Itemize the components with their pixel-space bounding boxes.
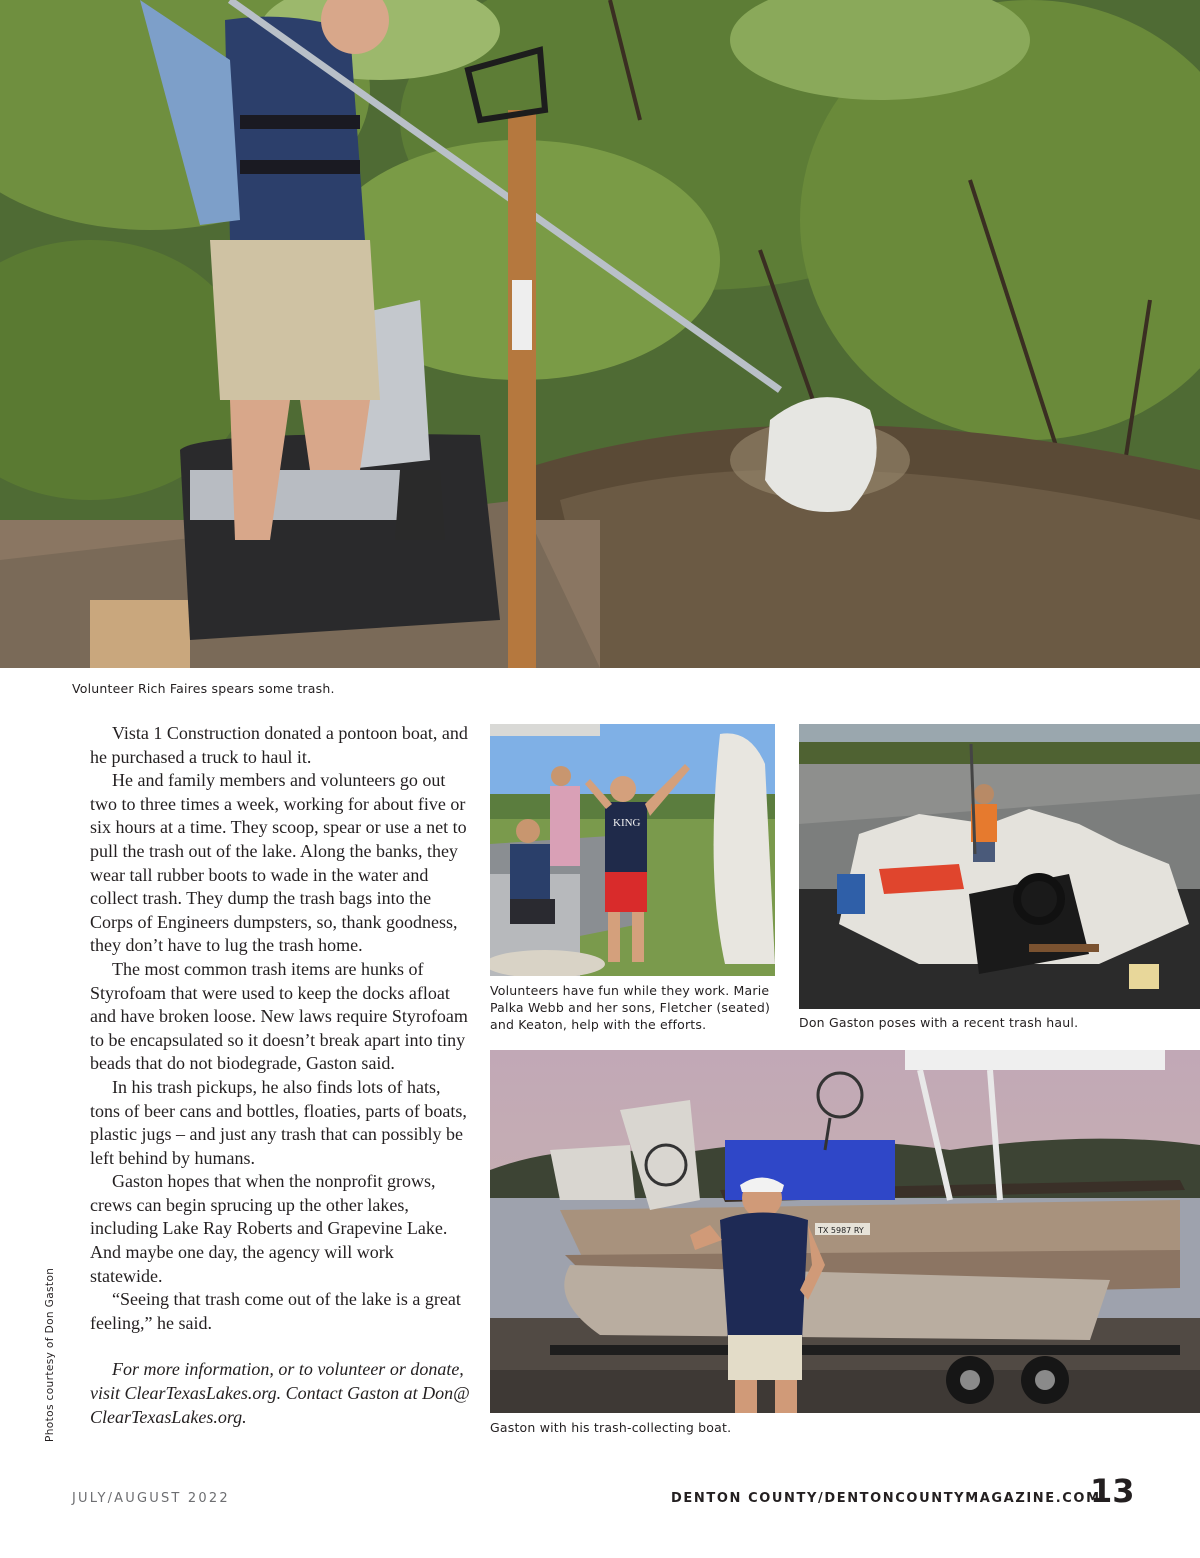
article-paragraph: “Seeing that trash come out of the lake is a great feeling,” he said.: [90, 1289, 461, 1333]
volunteers-photo-caption: Volunteers have fun while they work. Marie Palka Webb and her sons, Fletcher (seated) and Keaton, help with the efforts.: [490, 983, 771, 1032]
haul-photo-caption: Don Gaston poses with a recent trash haul.: [799, 1015, 1079, 1030]
page-number: 13: [1090, 1472, 1135, 1510]
boat-photo-caption: Gaston with his trash-collecting boat.: [490, 1420, 732, 1435]
top-photo-caption: Volunteer Rich Faires spears some trash.: [72, 681, 335, 696]
shirt-text: KING: [613, 817, 641, 829]
article-closing-note: For more information, or to volunteer or donate, visit ClearTexasLakes.org. Contact Gaston at Don@ ClearTexasLakes.org.: [90, 1359, 470, 1427]
photo-volunteers-on-boat: [490, 724, 775, 976]
article-paragraph: Vista 1 Construction donated a pontoon boat, and he purchased a truck to haul it.: [90, 723, 468, 767]
photo-volunteer-spearing-trash: [0, 0, 1200, 668]
article-paragraph: Gaston hopes that when the nonprofit grows, crews can begin sprucing up the other lakes, including Lake Ray Roberts and Grapevine Lake. And maybe one day, the agency will work statewide.: [90, 1171, 448, 1286]
photo-gaston-with-boat: [490, 1050, 1200, 1413]
issue-date: JULY/AUGUST 2022: [72, 1491, 230, 1506]
article-paragraph: In his trash pickups, he also finds lots of hats, tons of beer cans and bottles, floaties, parts of boats, plastic jugs – and just any trash that can possibly be left behind by humans.: [90, 1076, 467, 1168]
photo-trash-haul: [799, 724, 1200, 1009]
article-body: [90, 722, 470, 1429]
photo-credit: Photos courtesy of Don Gaston: [44, 1267, 56, 1442]
boat-registration: TX 5987 RY: [818, 1226, 864, 1235]
publication-url: DENTON COUNTY/DENTONCOUNTYMAGAZINE.COM: [671, 1491, 1101, 1506]
article-paragraph: He and family members and volunteers go out two to three times a week, working for about five or six hours at a time. They scoop, spear or use a net to pull the trash out of the lake. Along the banks, they wear tall rubber boots to wade in the water and collect trash. They dump the trash bags into the Corps of Engineers dumpsters, so, thank goodness, they don’t have to lug the trash home.: [90, 770, 467, 956]
article-paragraph: The most common trash items are hunks of Styrofoam that were used to keep the docks afloat and have broken loose. New laws require Styrofoam to be encapsulated so it doesn’t break apart into tiny beads that do not biodegrade, Gaston said.: [90, 958, 468, 1074]
